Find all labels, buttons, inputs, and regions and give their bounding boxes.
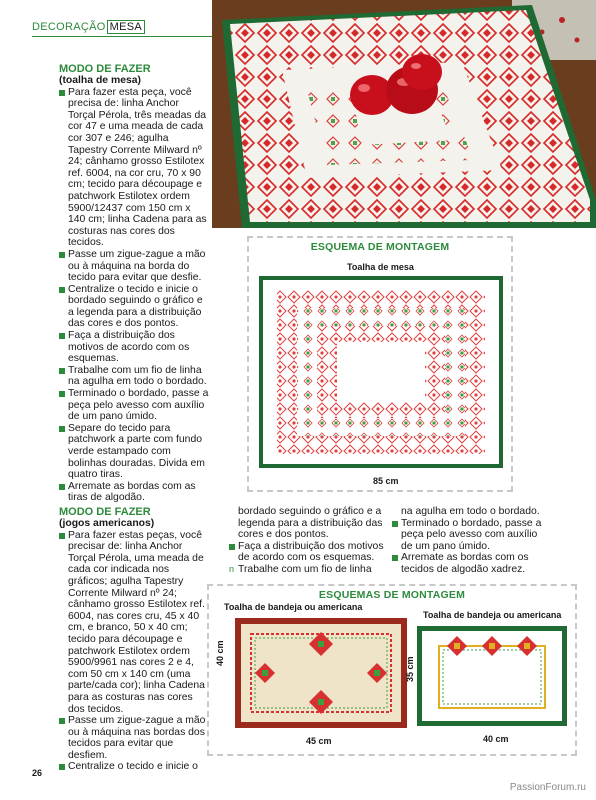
block1-subtitle: (toalha de mesa)	[59, 75, 141, 86]
block2-title: MODO DE FAZER	[59, 506, 151, 518]
list-item: Terminado o bordado, passe a peça pelo avesso com auxílio de um pano úmido.	[59, 388, 209, 423]
list-item: Passe um zigue-zague a mão ou à máquina nas bordas dos tecidos para evitar que desfiem.	[59, 715, 209, 761]
placemat-diagram-left	[235, 618, 407, 728]
list-item: Arremate as bordas com os tecidos de algodão xadrez.	[392, 552, 542, 575]
placemat-diagram-right	[417, 626, 567, 726]
list-item: Separe do tecido para patchwork a parte com fundo verde estampado com bolinhas douradas. Divida em quatro tiras.	[59, 423, 209, 481]
scheme2-left-label: Toalha de bandeja ou americana	[224, 602, 363, 612]
scheme2-title: ESQUEMAS DE MONTAGEM	[318, 589, 466, 601]
assembly-scheme-placemats	[207, 584, 577, 756]
tablecloth-photo	[212, 0, 596, 228]
subsection-name: MESA	[107, 20, 145, 34]
list-item: Centralize o tecido e inicie o bordado seguindo o gráfico e a legenda para a distribuição das cores e dos pontos.	[59, 284, 209, 330]
instructions-placemats	[59, 506, 209, 773]
list-item: Trabalhe com um fio de linha na agulha em todo o bordado.	[59, 365, 209, 388]
scheme2-right-height	[405, 656, 415, 682]
page-number: 26	[32, 768, 43, 778]
block1-title: MODO DE FAZER	[59, 63, 151, 75]
scheme1-title: ESQUEMA DE MONTAGEM	[310, 241, 450, 253]
scheme2-right-height-text: 35 cm	[405, 656, 415, 682]
scheme2-left-width: 45 cm	[306, 736, 332, 746]
instructions-tablecloth	[59, 63, 209, 504]
list-item: Faça a distribuição dos motivos de acordo com os esquemas.	[229, 541, 384, 564]
list-item: Terminado o bordado, passe a peça pelo avesso com auxílio de um pano úmido.	[392, 518, 542, 553]
list-item: Faça a distribuição dos motivos de acordo com os esquemas.	[59, 330, 209, 365]
header-rule	[32, 36, 212, 37]
scheme1-label: Toalha de mesa	[347, 262, 414, 272]
section-name: DECORAÇÃO	[32, 21, 106, 33]
instructions-placemats-cont2	[392, 506, 542, 576]
block2-subtitle: (jogos americanos)	[59, 518, 155, 529]
watermark: PassionForum.ru	[509, 782, 586, 793]
scheme2-left-height-text: 40 cm	[215, 640, 225, 666]
scheme2-right-label: Toalha de bandeja ou americana	[423, 610, 562, 620]
scheme2-left-height	[215, 640, 225, 666]
assembly-scheme-tablecloth	[247, 236, 513, 492]
list-item: n Trabalhe com um fio de linha	[229, 564, 384, 576]
scheme2-right-width: 40 cm	[483, 734, 509, 744]
tablecloth-diagram	[259, 276, 503, 468]
instructions-placemats-cont	[229, 506, 384, 576]
scheme1-width: 85 cm	[373, 476, 399, 486]
list-item: Arremate as bordas com as tiras de algodão.	[59, 481, 209, 504]
section-header	[32, 20, 145, 34]
list-item: na agulha em todo o bordado.	[401, 506, 540, 517]
list-item: bordado seguindo o gráfico e a legenda para a distribuição das cores e dos pontos.	[238, 506, 383, 541]
list-item: Centralize o tecido e inicie o	[59, 761, 209, 773]
list-item: Passe um zigue-zague a mão ou à máquina na borda do tecido para evitar que desfie.	[59, 249, 209, 284]
list-item: Para fazer estas peças, você precisar de: linha Anchor Torçal Pérola, uma meada de cada cor indicada nos gráficos; agulha Tapestry Corrente Milward nº 24; cânhamo grosso Estilotex ref. 6004, nas cores cru, 45 x 40 cm, e branco, 50 x 40 cm; tecido para découpage e patchwork Estilotex ordem 5900/9961 nas cores 2 e 4, com 50 cm x 140 cm (uma parte/cada cor); linha Cadena para as costuras nas cores dos tecidos.	[59, 530, 209, 716]
list-item: Para fazer esta peça, você precisa de: linha Anchor Torçal Pérola, três meadas da cor 47 e uma meada de cada cor 307 e 246; agulha Tapestry Corrente Milward nº 24; cânhamo grosso Estilotex ref. 6004, na cor cru, 70 x 90 cm; tecido para découpage e patchwork Estilotex ordem 5900/12437 com 150 cm x 140 cm; linha Cadena para as costuras nas cores dos tecidos.	[59, 87, 209, 249]
